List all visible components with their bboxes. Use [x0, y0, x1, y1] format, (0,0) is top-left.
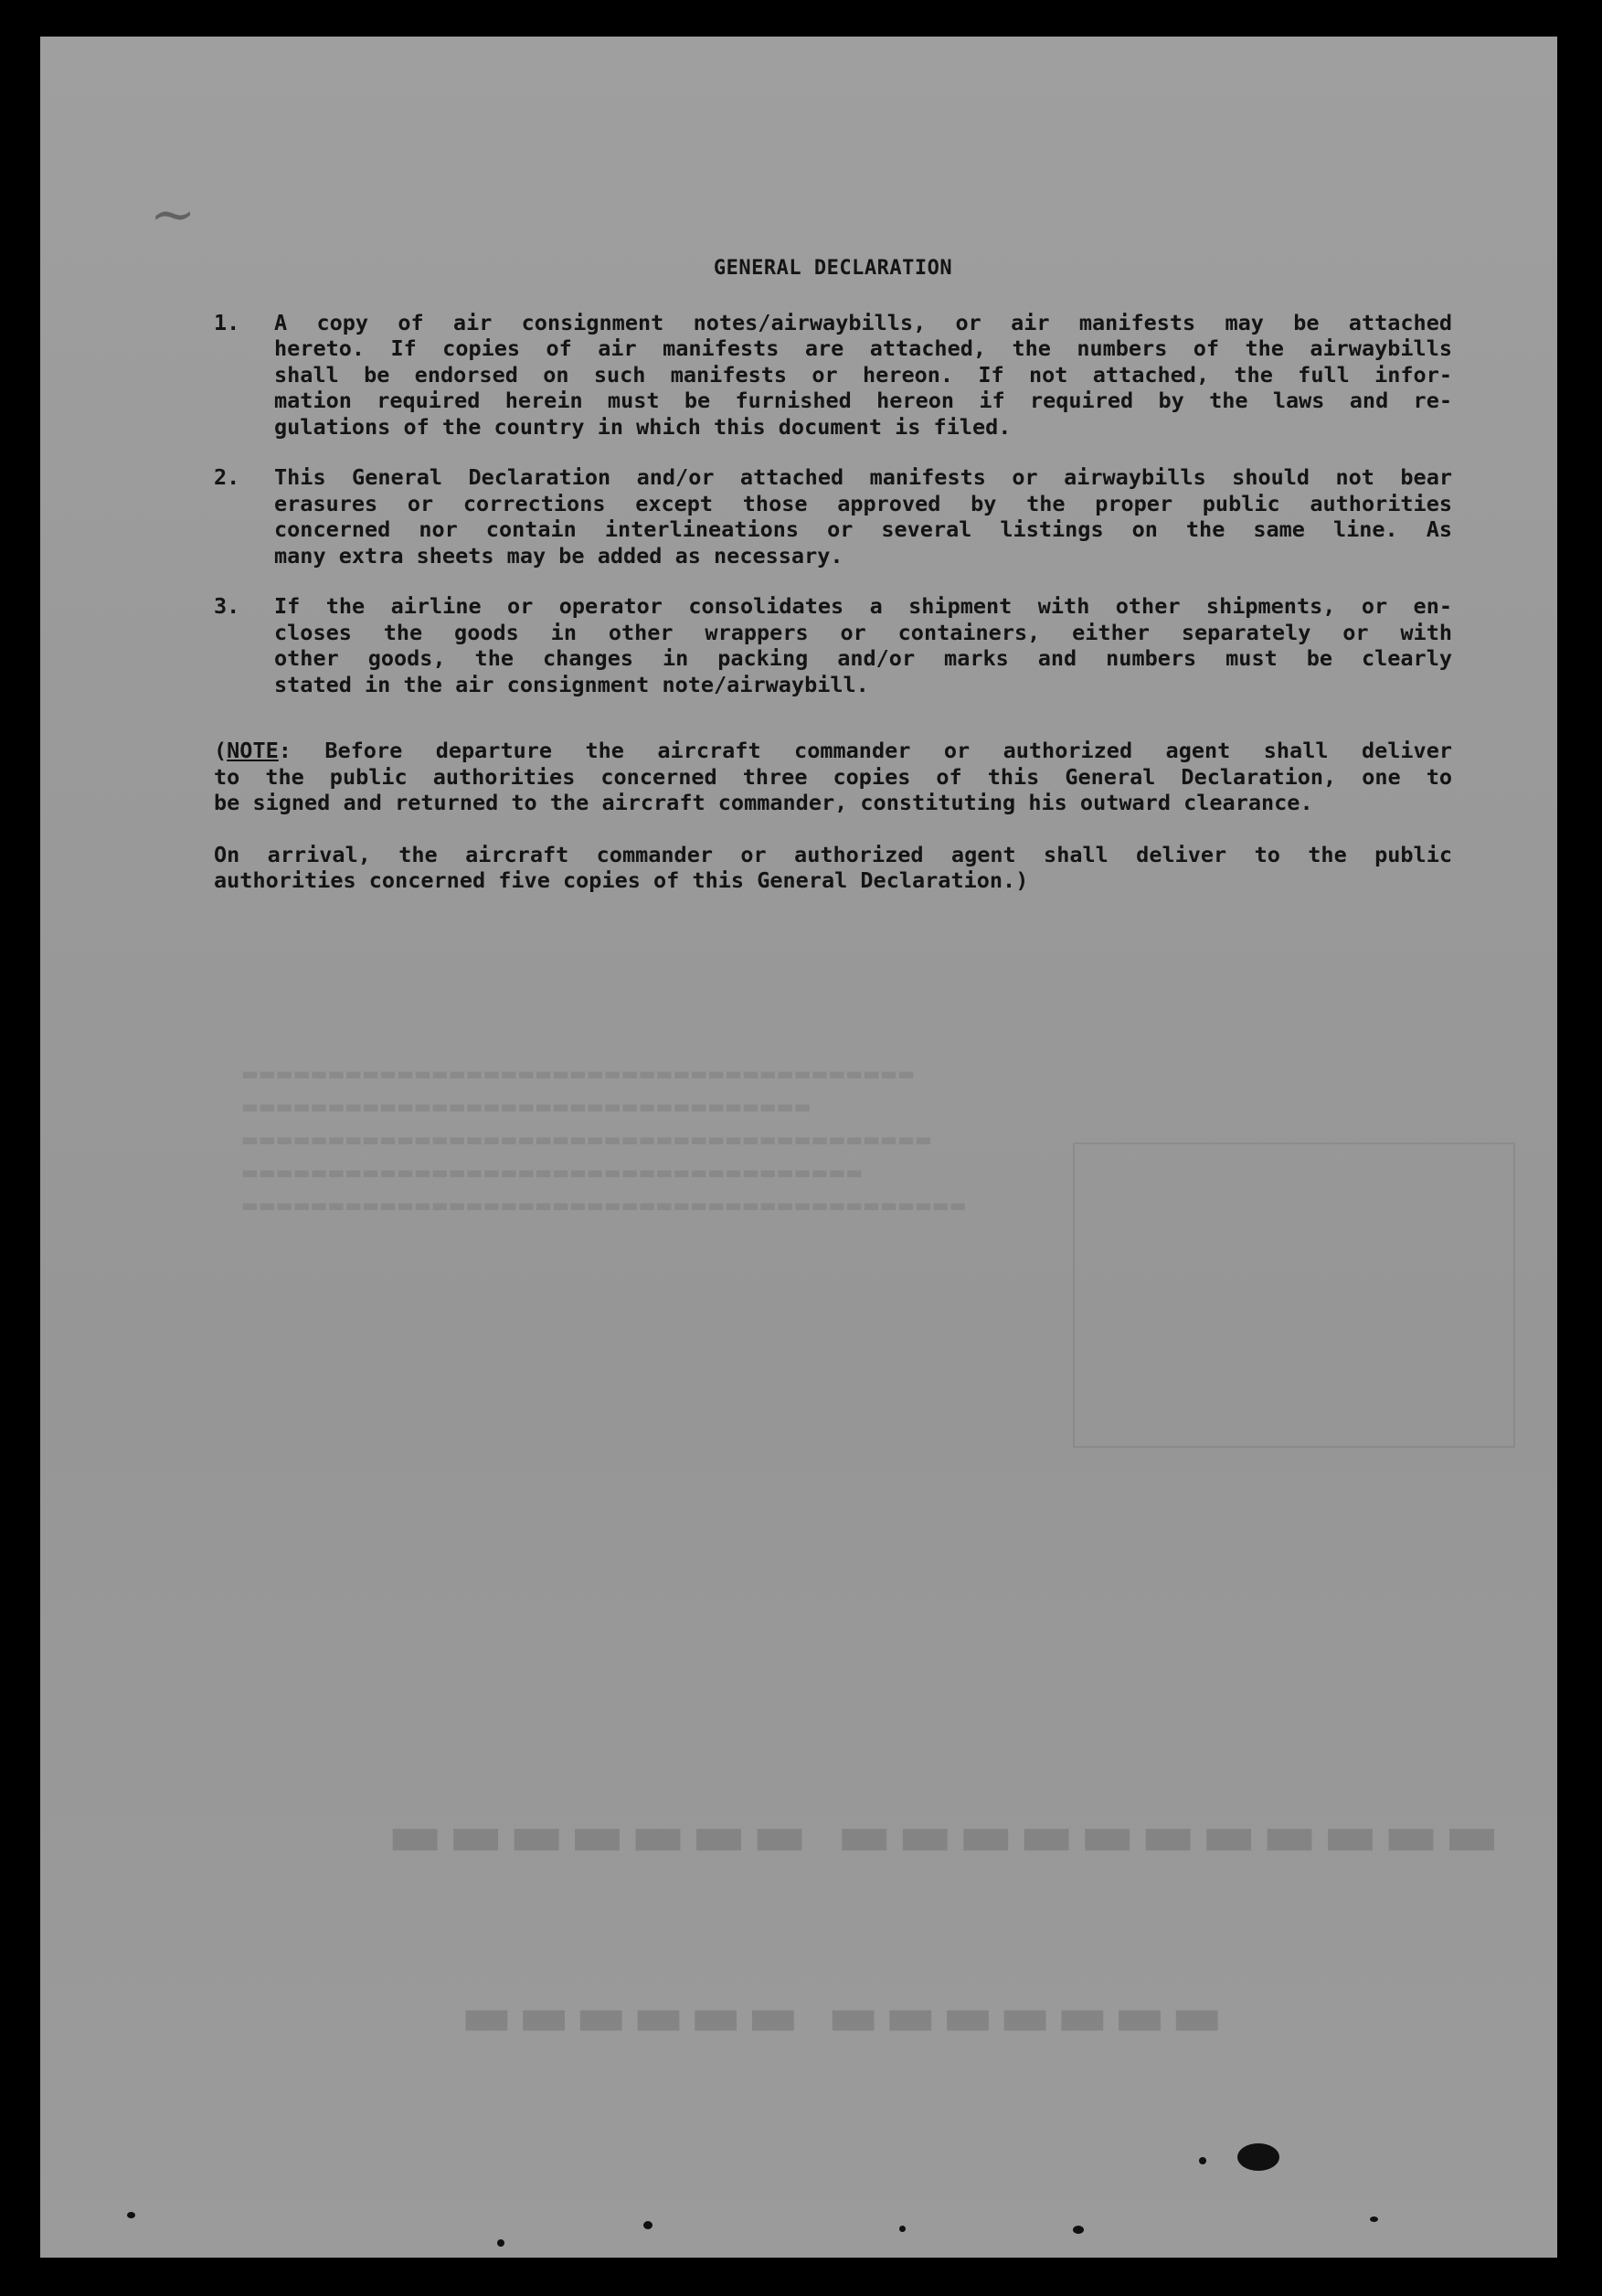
item-number: 3.	[214, 593, 240, 619]
ink-speck	[127, 2212, 135, 2218]
bleed-through-box	[1073, 1143, 1515, 1448]
ink-speck	[1370, 2216, 1378, 2222]
item-number: 1.	[214, 309, 240, 335]
text-line: This General Declaration and/or attached manifests or airwaybills should not bear	[274, 464, 1452, 490]
text-line: to the public authorities concerned three copies of this General Declaration, one to	[214, 763, 1452, 790]
text-line: concerned nor contain interlineations or several listings on the same line. As	[274, 516, 1452, 542]
item-text	[274, 464, 1452, 569]
text-line: If the airline or operator consolidates a shipment with other shipments, or en-	[274, 593, 1452, 619]
page-title: GENERAL DECLARATION	[713, 257, 953, 280]
note-open-paren: (	[214, 738, 228, 763]
arrival-paragraph	[214, 842, 1452, 894]
text-line: On arrival, the aircraft commander or authorized agent shall deliver to the public	[214, 841, 1452, 867]
handwritten-mark: ~	[150, 183, 196, 247]
declaration-text	[177, 256, 1452, 894]
list-item	[214, 593, 1452, 697]
item-number: 2.	[214, 464, 240, 490]
note-line: : Before departure the aircraft commander or authorized agent shall deliver	[278, 738, 1452, 763]
document-page	[40, 37, 1557, 2258]
text-line: gulations of the country in which this document is filed.	[274, 413, 1012, 440]
bleed-through-lines: ▬▬▬▬▬▬▬▬▬▬▬▬▬▬▬▬▬▬▬▬▬▬▬▬▬▬▬▬▬▬▬▬▬▬▬▬▬▬▬▬▬▬ ▬▬▬▬▬▬▬▬▬▬▬▬▬▬▬▬▬▬▬▬▬▬▬▬▬▬▬▬▬▬▬▬▬▬▬▬ ▬▬▬▬▬▬▬▬▬▬▬▬▬▬▬▬▬▬▬▬▬▬▬▬▬▬▬▬▬▬▬▬▬▬▬▬▬▬▬▬ ▬▬▬▬▬▬▬▬▬▬▬▬▬▬▬▬▬▬▬▬▬▬▬▬▬▬▬▬▬▬▬▬▬ ▬▬▬▬▬▬▬▬▬▬▬▬▬▬▬▬▬▬▬▬▬▬▬▬▬▬▬▬▬▬▬▬▬▬▬▬▬▬▬	[241, 1066, 967, 1219]
text-line: stated in the air consignment note/airwaybill.	[274, 671, 869, 697]
item-text	[274, 310, 1452, 441]
text-line: closes the goods in other wrappers or containers, either separately or with	[274, 619, 1452, 645]
text-line: many extra sheets may be added as necessary.	[274, 542, 843, 569]
text-line: erasures or corrections except those approved by the proper public authorities	[274, 490, 1452, 516]
text-line	[214, 738, 1452, 764]
bleed-through-heading: ▬▬▬▬▬▬▬ ▬▬▬▬▬▬▬▬▬▬▬	[387, 1810, 1505, 1877]
ink-speck	[1199, 2157, 1206, 2164]
text-line: be signed and returned to the aircraft commander, constituting his outward clearance.	[214, 790, 1313, 815]
text-line: A copy of air consignment notes/airwaybills, or air manifests may be attached	[274, 309, 1452, 335]
bleed-through-heading-2: ▬▬▬▬▬▬ ▬▬▬▬▬▬▬	[461, 1993, 1229, 2057]
item-text	[274, 593, 1452, 697]
list-item	[214, 310, 1452, 441]
note-label: NOTE	[227, 738, 279, 763]
ink-speck	[899, 2226, 906, 2232]
ink-speck	[497, 2239, 504, 2247]
text-line: other goods, the changes in packing and/or marks and numbers must be clearly	[274, 645, 1452, 671]
text-line: shall be endorsed on such manifests or hereon. If not attached, the full infor-	[274, 361, 1452, 388]
list-item	[214, 464, 1452, 569]
ink-speck	[1073, 2226, 1084, 2234]
ink-blot	[1237, 2143, 1279, 2171]
text-line: authorities concerned five copies of this General Declaration.)	[214, 867, 1029, 893]
note-paragraph	[214, 738, 1452, 816]
text-line: hereto. If copies of air manifests are attached, the numbers of the airwaybills	[274, 335, 1452, 361]
ink-speck	[643, 2221, 652, 2229]
text-line: mation required herein must be furnished hereon if required by the laws and re-	[274, 388, 1452, 413]
